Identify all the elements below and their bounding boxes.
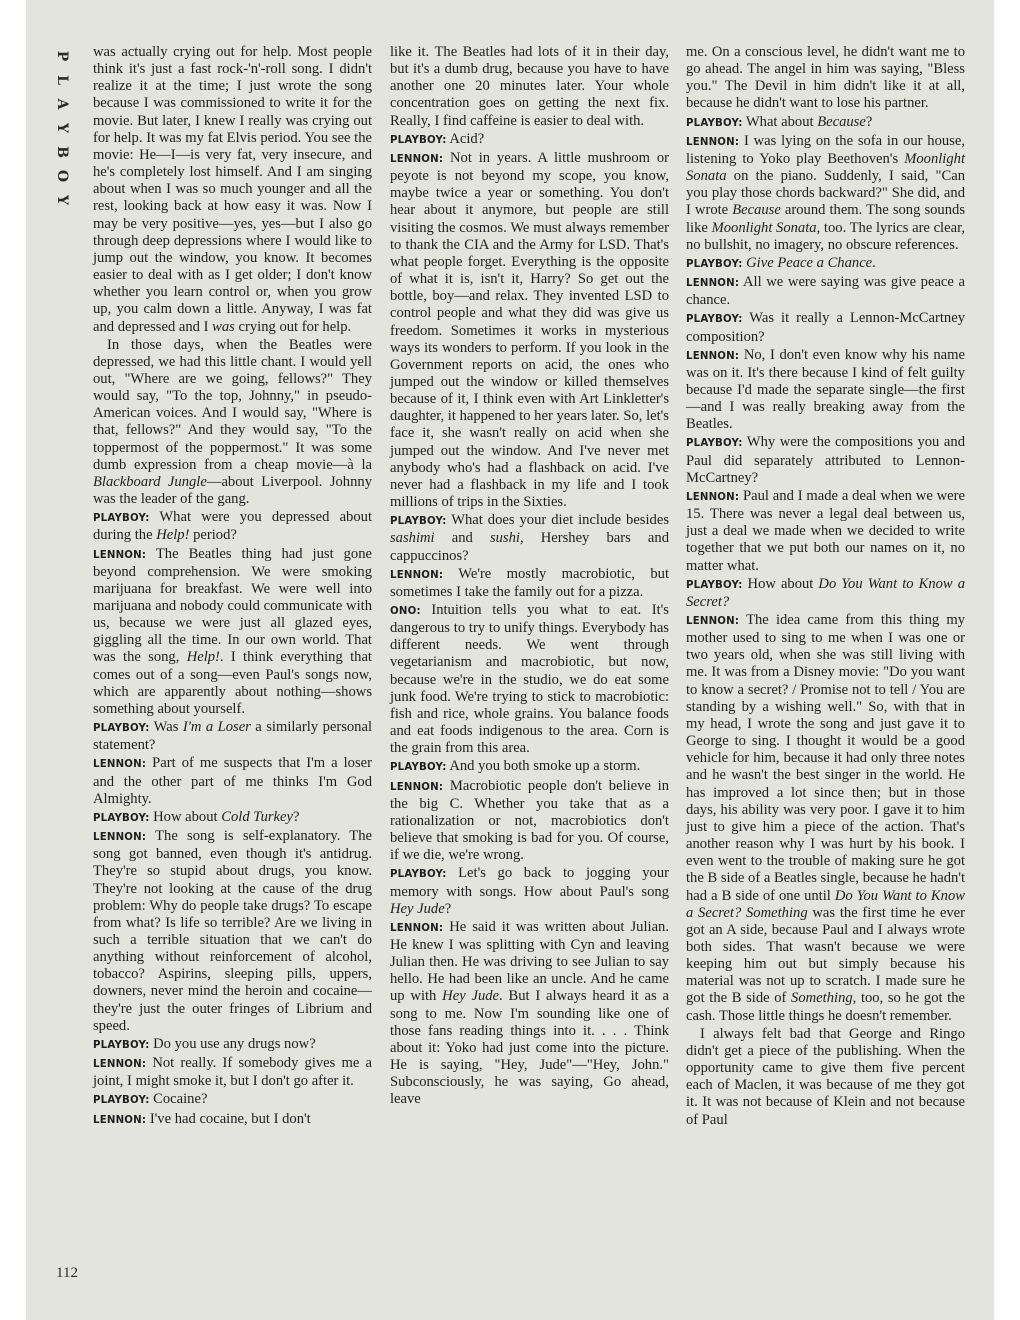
speaker-label: LENNON: xyxy=(390,922,444,934)
italic-title: Moonlight Sonata xyxy=(686,150,965,185)
text-run: a similarly personal statement? xyxy=(93,719,373,754)
text-run: The song is self-explanatory. The song got banned, even though it's antidrug. They're so stupid about drugs, you know. They're not looking at the cause of the drug problem: Why do people take drugs? To escape from what? Is life so terrible? Are we living in such a terrible situation that we can't do anything without reinforcement of alcohol, tobacco? Aspirins, sleeping pills, uppers, downers, never mind the heroin and cocaine—they're just the outer fringes of Librium and speed. xyxy=(93,828,372,1034)
interview-paragraph xyxy=(93,546,372,719)
logo-letter: B xyxy=(54,146,70,158)
interview-paragraph xyxy=(93,1091,372,1109)
text-run: period? xyxy=(189,527,237,544)
text-run: me. On a conscious level, he didn't want me to go ahead. The angel in him was saying, "Bless you." The Devil in him didn't like it at all, because he didn't want to lose his partner. xyxy=(686,44,965,112)
speaker-label: PLAYBOY: xyxy=(686,314,743,326)
text-run: ? xyxy=(865,113,873,130)
speaker-label: PLAYBOY: xyxy=(93,1095,150,1107)
text-run: What does your diet include besides xyxy=(446,512,669,529)
interview-paragraph xyxy=(390,865,669,917)
italic-title: Moonlight Sonata xyxy=(711,219,817,236)
interview-paragraph xyxy=(93,1055,372,1090)
text-run: Cocaine? xyxy=(149,1091,208,1108)
speaker-label: LENNON: xyxy=(686,136,740,148)
text-column-1 xyxy=(93,44,372,1130)
page-number: 112 xyxy=(56,1265,78,1281)
text-run: What about xyxy=(742,113,818,130)
text-run: around them. The song sounds like xyxy=(686,202,965,236)
speaker-label: LENNON: xyxy=(93,832,147,844)
text-run: I've had cocaine, but I don't xyxy=(146,1110,311,1127)
speaker-label: LENNON: xyxy=(93,759,147,771)
interview-paragraph xyxy=(93,509,372,544)
text-run: Why were the compositions you and Paul did separately attributed to Lennon-McCartney? xyxy=(686,434,965,486)
interview-paragraph xyxy=(390,131,669,149)
italic-title: I'm a Loser xyxy=(182,719,251,736)
italic-title: was xyxy=(212,318,235,335)
interview-paragraph xyxy=(93,1036,372,1054)
interview-paragraph xyxy=(390,566,669,601)
speaker-label: PLAYBOY: xyxy=(93,723,150,735)
speaker-label: PLAYBOY: xyxy=(93,1039,150,1051)
text-run: crying out for help. xyxy=(234,318,352,335)
text-run: ? xyxy=(292,808,300,825)
speaker-label: LENNON: xyxy=(686,491,740,503)
text-run: , too. The lyrics are clear, no bullshit, no imagery, no obscure references. xyxy=(686,219,965,253)
text-run: was the first time he ever got an A side, because Paul and I always wrote both sides. That wasn't because we were keeping him out but simply because his material was not up to scratch. I made sure he got the B side of xyxy=(686,904,965,1007)
logo-letter: L xyxy=(54,75,70,85)
italic-title: Hey Jude xyxy=(442,988,500,1005)
speaker-label: PLAYBOY: xyxy=(390,134,447,146)
text-run: —about Liverpool. Johnny was the leader of the gang. xyxy=(93,473,372,508)
speaker-label: PLAYBOY: xyxy=(686,117,743,129)
interview-paragraph xyxy=(686,310,965,345)
text-run: . But I always heard it as a song to me. Now I'm sounding like one of those fans reading things into it. . . . Think about it: Yoko had just come into the picture. He is saying, "Hey, Jude"—"Hey, John." Subconsciously, he was saying, Go ahead, leave xyxy=(390,988,669,1108)
speaker-label: LENNON: xyxy=(93,549,147,561)
speaker-label: PLAYBOY: xyxy=(390,762,447,774)
text-run: Paul and I made a deal when we were 15. There was never a legal deal between us, just a deal we made when we decided to write together that we put both our names on it, no matter what. xyxy=(686,487,965,574)
text-run: ? xyxy=(444,900,452,917)
interview-paragraph xyxy=(686,255,965,273)
interview-paragraph xyxy=(686,488,965,575)
text-run: We're mostly macrobiotic, but sometimes I take the family out for a pizza. xyxy=(390,565,669,600)
speaker-label: PLAYBOY: xyxy=(93,812,150,824)
text-run: I always felt bad that George and Ringo didn't get a piece of the publishing. When the opportunity came to give them five percent each of Maclen, it was because of me they got it. It was not because of Klein and not because of Paul xyxy=(686,1025,965,1128)
body-paragraph xyxy=(390,44,669,130)
interview-paragraph xyxy=(686,434,965,486)
speaker-label: LENNON: xyxy=(93,1059,147,1071)
italic-title: Hey Jude xyxy=(390,900,445,917)
logo-letter: Y xyxy=(54,123,70,133)
speaker-label: PLAYBOY: xyxy=(686,438,743,450)
speaker-label: PLAYBOY: xyxy=(686,579,743,591)
interview-paragraph xyxy=(686,114,965,132)
text-run: , too, so he got the cash. Those little things he doesn't remember. xyxy=(686,990,966,1024)
body-paragraph xyxy=(93,44,372,336)
speaker-label: LENNON: xyxy=(390,153,444,165)
text-run: , Hershey bars and cappuccinos? xyxy=(390,530,669,564)
speaker-label: LENNON: xyxy=(686,278,740,290)
body-paragraph xyxy=(686,1026,965,1129)
speaker-label: PLAYBOY: xyxy=(390,869,447,881)
text-run: And you both smoke up a storm. xyxy=(446,758,641,775)
logo-letter: Y xyxy=(54,195,70,205)
interview-paragraph xyxy=(93,1111,372,1129)
speaker-label: ONO: xyxy=(390,606,421,617)
italic-title: Blackboard Jungle xyxy=(93,473,207,490)
interview-paragraph xyxy=(390,602,669,757)
text-run: Acid? xyxy=(446,130,485,147)
speaker-label: LENNON: xyxy=(686,350,740,362)
interview-paragraph xyxy=(686,576,965,611)
speaker-label: PLAYBOY: xyxy=(686,258,743,270)
italic-title: Because xyxy=(817,113,866,130)
text-run: on the piano. Suddenly, I said, "Can you play those chords backward?" She did, and I wrote xyxy=(686,168,965,219)
italic-title: sushi xyxy=(489,530,520,547)
interview-paragraph xyxy=(93,809,372,827)
text-run: . I think everything that comes out of a song—even Paul's songs now, which are apparently about nothing—shows something about yourself. xyxy=(93,649,372,717)
italic-title: Because xyxy=(732,202,781,219)
interview-paragraph xyxy=(93,828,372,1035)
interview-paragraph xyxy=(390,150,669,511)
italic-title: Do You Want to Know a Secret? Something xyxy=(686,887,965,921)
interview-paragraph xyxy=(93,719,372,754)
text-run: All we were saying was give peace a chance. xyxy=(686,274,965,309)
interview-paragraph xyxy=(390,512,669,564)
italic-title: Help! xyxy=(186,649,220,666)
text-run: How about xyxy=(149,808,222,825)
interview-paragraph xyxy=(686,133,965,254)
speaker-label: LENNON: xyxy=(686,616,740,627)
body-paragraph xyxy=(93,337,372,509)
text-run: . xyxy=(872,254,876,271)
text-column-2 xyxy=(390,44,669,1110)
italic-title: Something xyxy=(791,990,853,1007)
text-run: Was it really a Lennon-McCartney composition? xyxy=(686,310,965,345)
speaker-label: PLAYBOY: xyxy=(390,516,447,528)
text-run: I was lying on the sofa in our house, listening to Yoko play Beethoven's xyxy=(686,132,965,167)
body-paragraph xyxy=(686,44,965,113)
interview-paragraph xyxy=(686,347,965,434)
text-run: Not in years. A little mushroom or peyote is not beyond my scope, you know, maybe twice a year or something. You don't hear about it anymore, but people are still visiting the cosmos. We must always remember to thank the CIA and the Army for LSD. That's what people forget. Everything is the opposite of what it is, isn't it, Harry? So get out the bottle, boy—and relax. They invented LSD to control people and what they did was give us freedom. Sometimes it works in mysterious ways its wonders to perform. If you look in the Government reports on acid, the ones who jumped out the window or killed themselves because of it, I think even with Art Linkletter's daughter, it happened to her years later. So, let's face it, she wasn't really on acid when she jumped out the window. And I've never met anybody who's had a flashback on acid. I've never had a flashback in my life and I took millions of trips in the Sixties. xyxy=(390,149,669,511)
interview-paragraph xyxy=(686,612,965,1025)
interview-paragraph xyxy=(390,919,669,1109)
text-run: Let's go back to jogging your memory with songs. How about Paul's song xyxy=(390,865,669,900)
interview-paragraph xyxy=(686,274,965,309)
playboy-vertical-logo xyxy=(50,44,74,212)
text-column-3 xyxy=(686,44,965,1130)
logo-letter: P xyxy=(54,50,70,62)
text-run: Not really. If somebody gives me a joint, I might smoke it, but I don't go after it. xyxy=(93,1055,372,1090)
interview-paragraph xyxy=(390,778,669,865)
text-run: No, I don't even know why his name was on it. It's there because I kind of felt guilty because I'd made the separate single—the first—and I was really breaking away from the Beatles. xyxy=(686,346,965,433)
text-run: In those days, when the Beatles were depressed, we had this little chant. I would yell out, "Where are we going, fellows?" They would say, "To the top, Johnny," in pseudo-American voices. And I would say, "Where is that, fellows?" And they would say, "To the toppermost of the poppermost." It was some dumb expression from a cheap movie—à la xyxy=(93,336,372,473)
speaker-label: LENNON: xyxy=(390,781,444,793)
text-run: He said it was written about Julian. He knew I was splitting with Cyn and leaving Julian then. He was driving to see Julian to say hello. He had been like an uncle. And he came up with xyxy=(390,918,669,1005)
text-run: was actually crying out for help. Most people think it's just a fast rock-'n'-roll song. I didn't realize it at the time; I just wrote the song because I was commissioned to write it for the movie. But later, I knew I really was crying out for help. It was my fat Elvis period. You see the movie: He—I—is very fat, very insecure, and he's completely lost himself. And I am singing about when I was so much younger and all the rest, looking back at how easy it was. Now I may be very positive—yes, yes—but I also go through deep depressions where I would like to jump out the window, you know. It becomes easier to deal with as I get older; I don't know whether you learn control or, when you grow up, you calm down a little. Anyway, I was fat and depressed and I xyxy=(93,44,372,335)
text-run: Macrobiotic people don't believe in the big C. Whether you take that as a rationalization or not, macrobiotics don't believe that smoking is bad for you. Of course, if we die, we're wrong. xyxy=(390,777,669,864)
italic-title: Help! xyxy=(156,527,190,544)
text-run: Do you use any drugs now? xyxy=(149,1035,316,1052)
text-run: Part of me suspects that I'm a loser and the other part of me thinks I'm God Almighty. xyxy=(93,755,372,807)
italic-title: Give Peace a Chance xyxy=(746,254,873,271)
logo-letter: O xyxy=(54,169,70,183)
logo-letter: A xyxy=(54,98,70,110)
italic-title: sashimi xyxy=(390,530,435,547)
italic-title: Do You Want to Know a Secret? xyxy=(686,575,965,610)
text-run: Intuition tells you what to eat. It's dangerous to try to unify things. Everybody has different needs. We went through vegetarianism and macrobiotic, but now, because we're in the studio, we do eat some junk food. We're trying to stick to macrobiotic: fish and rice, whole grains. You balance foods and eat foods indigenous to the area. Corn is the grain from this area. xyxy=(390,602,669,757)
text-run: The Beatles thing had just gone beyond comprehension. We were smoking marijuana for breakfast. We were well into marijuana and nobody could communicate with us, because we were just all glazed eyes, giggling all the time. In our own world. That was the song, xyxy=(93,545,372,666)
interview-paragraph xyxy=(390,758,669,776)
text-run: and xyxy=(434,530,490,547)
text-run: How about xyxy=(742,575,819,592)
speaker-label: PLAYBOY: xyxy=(93,513,150,525)
text-run: The idea came from this thing my mother used to sing to me when I was one or two years old, when she was still living with me. It was from a Disney movie: "Do you want to know a secret? / Promise not to tell / You are standing by a wishing well." So, with that in my head, I wrote the song and just gave it to George to sing. I thought it would be a good vehicle for him, because it had only three notes and he wasn't the best singer in the world. He has improved a lot since then; but in those days, his ability was very poor. I gave it to him just to give him a piece of the action. That's another reason why I was hurt by his book. I even went to the trouble of making sure he got the B side of a Beatles single, because he hadn't had a B side of one until xyxy=(686,612,966,904)
text-run: What were you depressed about during the xyxy=(93,509,372,544)
text-run: like it. The Beatles had lots of it in their day, but it's a dumb drug, because you have to have another one 20 minutes later. Your whole concentration goes on getting the next fix. Really, I find caffeine is easier to deal with. xyxy=(390,44,669,129)
text-run: Was xyxy=(149,719,183,736)
speaker-label: LENNON: xyxy=(93,1114,147,1126)
italic-title: Cold Turkey xyxy=(221,808,293,825)
interview-paragraph xyxy=(93,755,372,807)
speaker-label: LENNON: xyxy=(390,569,444,581)
